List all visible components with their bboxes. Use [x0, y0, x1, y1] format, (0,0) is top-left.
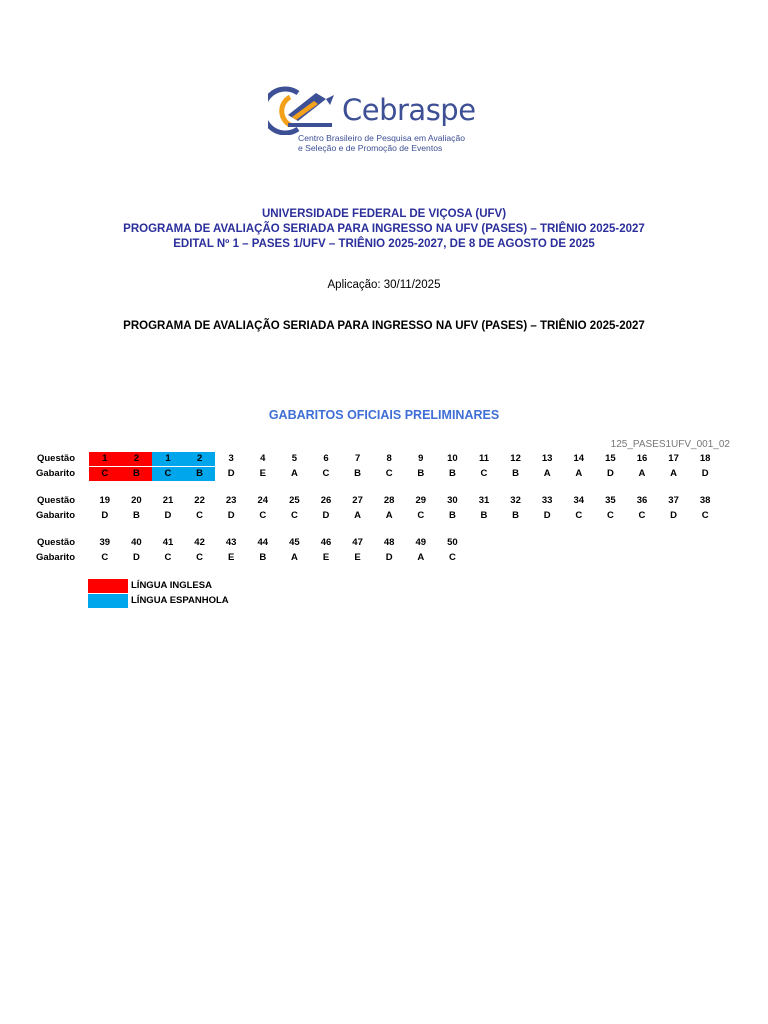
gabarito-cell: B: [417, 468, 425, 479]
gabarito-label: Gabarito: [35, 552, 75, 563]
questao-cell: 7: [354, 453, 361, 464]
gabarito-cell: C: [606, 510, 614, 521]
questao-cell: 43: [225, 537, 237, 548]
questao-cell: 32: [510, 495, 521, 506]
gabarito-row: [0, 467, 768, 481]
gabarito-cell: A: [417, 552, 425, 563]
gabarito-cell: A: [290, 552, 298, 563]
questao-cell: 45: [289, 537, 300, 548]
header-university: UNIVERSIDADE FEDERAL DE VIÇOSA (UFV): [261, 208, 507, 220]
questao-label: Questão: [36, 453, 75, 464]
questao-row: [0, 536, 768, 550]
program-title: PROGRAMA DE AVALIAÇÃO SERIADA PARA INGRESSO NA UFV (PASES) – TRIÊNIO 2025-2027: [123, 320, 645, 332]
questao-cell: 16: [636, 453, 648, 464]
gabarito-cell: A: [543, 468, 551, 479]
gabarito-cell: B: [448, 468, 456, 479]
legend-swatch: [88, 579, 128, 593]
questao-cell: 38: [699, 495, 711, 506]
test-code: 125_PASES1UFV_001_02: [610, 439, 730, 450]
gabarito-cell: A: [575, 468, 583, 479]
questao-cell: 19: [99, 495, 111, 506]
questao-label: Questão: [36, 537, 75, 548]
questao-cell: 40: [131, 537, 142, 548]
gabarito-cell: E: [322, 552, 330, 563]
gabarito-cell: B: [512, 510, 520, 521]
gabarito-label: Gabarito: [35, 510, 75, 521]
questao-cell: 36: [636, 495, 648, 506]
gabarito-cell: B: [259, 552, 267, 563]
legend-label: LÍNGUA ESPANHOLA: [131, 595, 229, 606]
gabarito-cell: C: [152, 467, 184, 481]
gabarito-cell: B: [480, 510, 488, 521]
questao-cell: 12: [510, 453, 521, 464]
questao-cell: 30: [447, 495, 458, 506]
gabarito-cell: A: [354, 510, 362, 521]
gabarito-cell: E: [259, 468, 266, 479]
questao-cell: 39: [99, 537, 111, 548]
gabarito-cell: D: [670, 510, 678, 521]
questao-cell: 22: [194, 495, 205, 506]
questao-cell: 11: [478, 453, 489, 464]
gabarito-cell: C: [417, 510, 425, 521]
gabarito-cell: D: [164, 510, 172, 521]
questao-cell: 5: [291, 453, 298, 464]
gabarito-cell: C: [89, 467, 121, 481]
gabarito-cell: D: [543, 510, 551, 521]
gabarito-cell: E: [228, 552, 235, 563]
gabarito-cell: A: [385, 510, 393, 521]
questao-cell: 27: [352, 495, 363, 506]
questao-cell: 44: [257, 537, 269, 548]
questao-cell: 8: [386, 453, 392, 464]
gabarito-cell: D: [101, 510, 109, 521]
cebraspe-logo: [268, 85, 488, 157]
questao-cell: 4: [260, 453, 266, 464]
gabarito-cell: A: [670, 468, 678, 479]
gabarito-cell: D: [227, 510, 235, 521]
gabarito-cell: C: [448, 552, 456, 563]
gabarito-row: [0, 551, 768, 565]
gabarito-cell: C: [701, 510, 709, 521]
questao-cell: 17: [668, 453, 679, 464]
gabarito-cell: D: [701, 468, 709, 479]
questao-cell: 25: [289, 495, 300, 506]
questao-cell: 21: [162, 495, 174, 506]
gabarito-cell: C: [164, 552, 172, 563]
questao-label: Questão: [36, 495, 75, 506]
questao-cell: 13: [541, 453, 553, 464]
gabarito-cell: C: [101, 552, 109, 563]
gabarito-cell: C: [196, 552, 204, 563]
questao-cell: 1: [152, 452, 184, 466]
application-date: Aplicação: 30/11/2025: [327, 279, 441, 291]
gabarito-cell: D: [606, 468, 614, 479]
gabarito-cell: D: [322, 510, 330, 521]
gabarito-cell: D: [385, 552, 393, 563]
questao-row: [0, 494, 768, 508]
gabarito-cell: B: [184, 467, 216, 481]
legend-label: LÍNGUA INGLESA: [131, 580, 212, 591]
gabarito-cell: C: [480, 468, 488, 479]
questao-cell: 29: [415, 495, 427, 506]
questao-cell: 41: [162, 537, 174, 548]
logo-tagline-2: e Seleção e de Promoção de Eventos: [298, 143, 443, 153]
legend-swatch: [88, 594, 128, 608]
questao-cell: 33: [541, 495, 553, 506]
gabarito-cell: B: [132, 510, 140, 521]
questao-cell: 28: [383, 495, 395, 506]
questao-cell: 34: [573, 495, 585, 506]
questao-cell: 1: [89, 452, 121, 466]
gabarito-cell: C: [575, 510, 583, 521]
questao-cell: 47: [352, 537, 363, 548]
questao-cell: 9: [418, 453, 424, 464]
gabarito-cell: A: [638, 468, 646, 479]
gabarito-cell: C: [259, 510, 267, 521]
logo-tagline-1: Centro Brasileiro de Pesquisa em Avaliação: [298, 133, 466, 143]
gabarito-row: [0, 509, 768, 523]
questao-cell: 23: [225, 495, 237, 506]
questao-cell: 50: [447, 537, 458, 548]
questao-cell: 42: [194, 537, 205, 548]
questao-cell: 31: [478, 495, 490, 506]
gabarito-cell: D: [132, 552, 140, 563]
questao-cell: 2: [121, 452, 153, 466]
cebraspe-emblem-icon: [268, 85, 340, 135]
gabarito-cell: C: [385, 468, 393, 479]
questao-row: [0, 452, 768, 466]
questao-cell: 18: [699, 453, 711, 464]
gabaritos-title: GABARITOS OFICIAIS PRELIMINARES: [268, 408, 500, 422]
questao-cell: 14: [573, 453, 585, 464]
questao-cell: 46: [320, 537, 332, 548]
gabarito-cell: B: [512, 468, 520, 479]
gabarito-cell: A: [290, 468, 298, 479]
gabarito-cell: C: [638, 510, 646, 521]
questao-cell: 6: [323, 453, 329, 464]
gabarito-cell: E: [354, 552, 361, 563]
gabarito-cell: B: [121, 467, 153, 481]
questao-cell: 35: [605, 495, 616, 506]
questao-cell: 48: [383, 537, 395, 548]
gabarito-cell: C: [196, 510, 204, 521]
header-program: PROGRAMA DE AVALIAÇÃO SERIADA PARA INGRESSO NA UFV (PASES) – TRIÊNIO 2025-2027: [123, 223, 645, 235]
gabarito-label: Gabarito: [35, 468, 75, 479]
questao-cell: 49: [415, 537, 427, 548]
questao-cell: 15: [605, 453, 616, 464]
gabarito-cell: B: [354, 468, 362, 479]
questao-cell: 2: [184, 452, 216, 466]
logo-brand-name: Cebraspe: [342, 93, 476, 127]
questao-cell: 37: [668, 495, 679, 506]
gabarito-cell: C: [322, 468, 330, 479]
questao-cell: 24: [257, 495, 269, 506]
gabarito-cell: D: [227, 468, 235, 479]
header-edital: EDITAL Nº 1 – PASES 1/UFV – TRIÊNIO 2025-2027, DE 8 DE AGOSTO DE 2025: [173, 238, 595, 250]
gabarito-cell: B: [448, 510, 456, 521]
questao-cell: 3: [228, 453, 234, 464]
gabarito-cell: C: [290, 510, 298, 521]
questao-cell: 26: [320, 495, 332, 506]
questao-cell: 10: [447, 453, 458, 464]
questao-cell: 20: [131, 495, 142, 506]
